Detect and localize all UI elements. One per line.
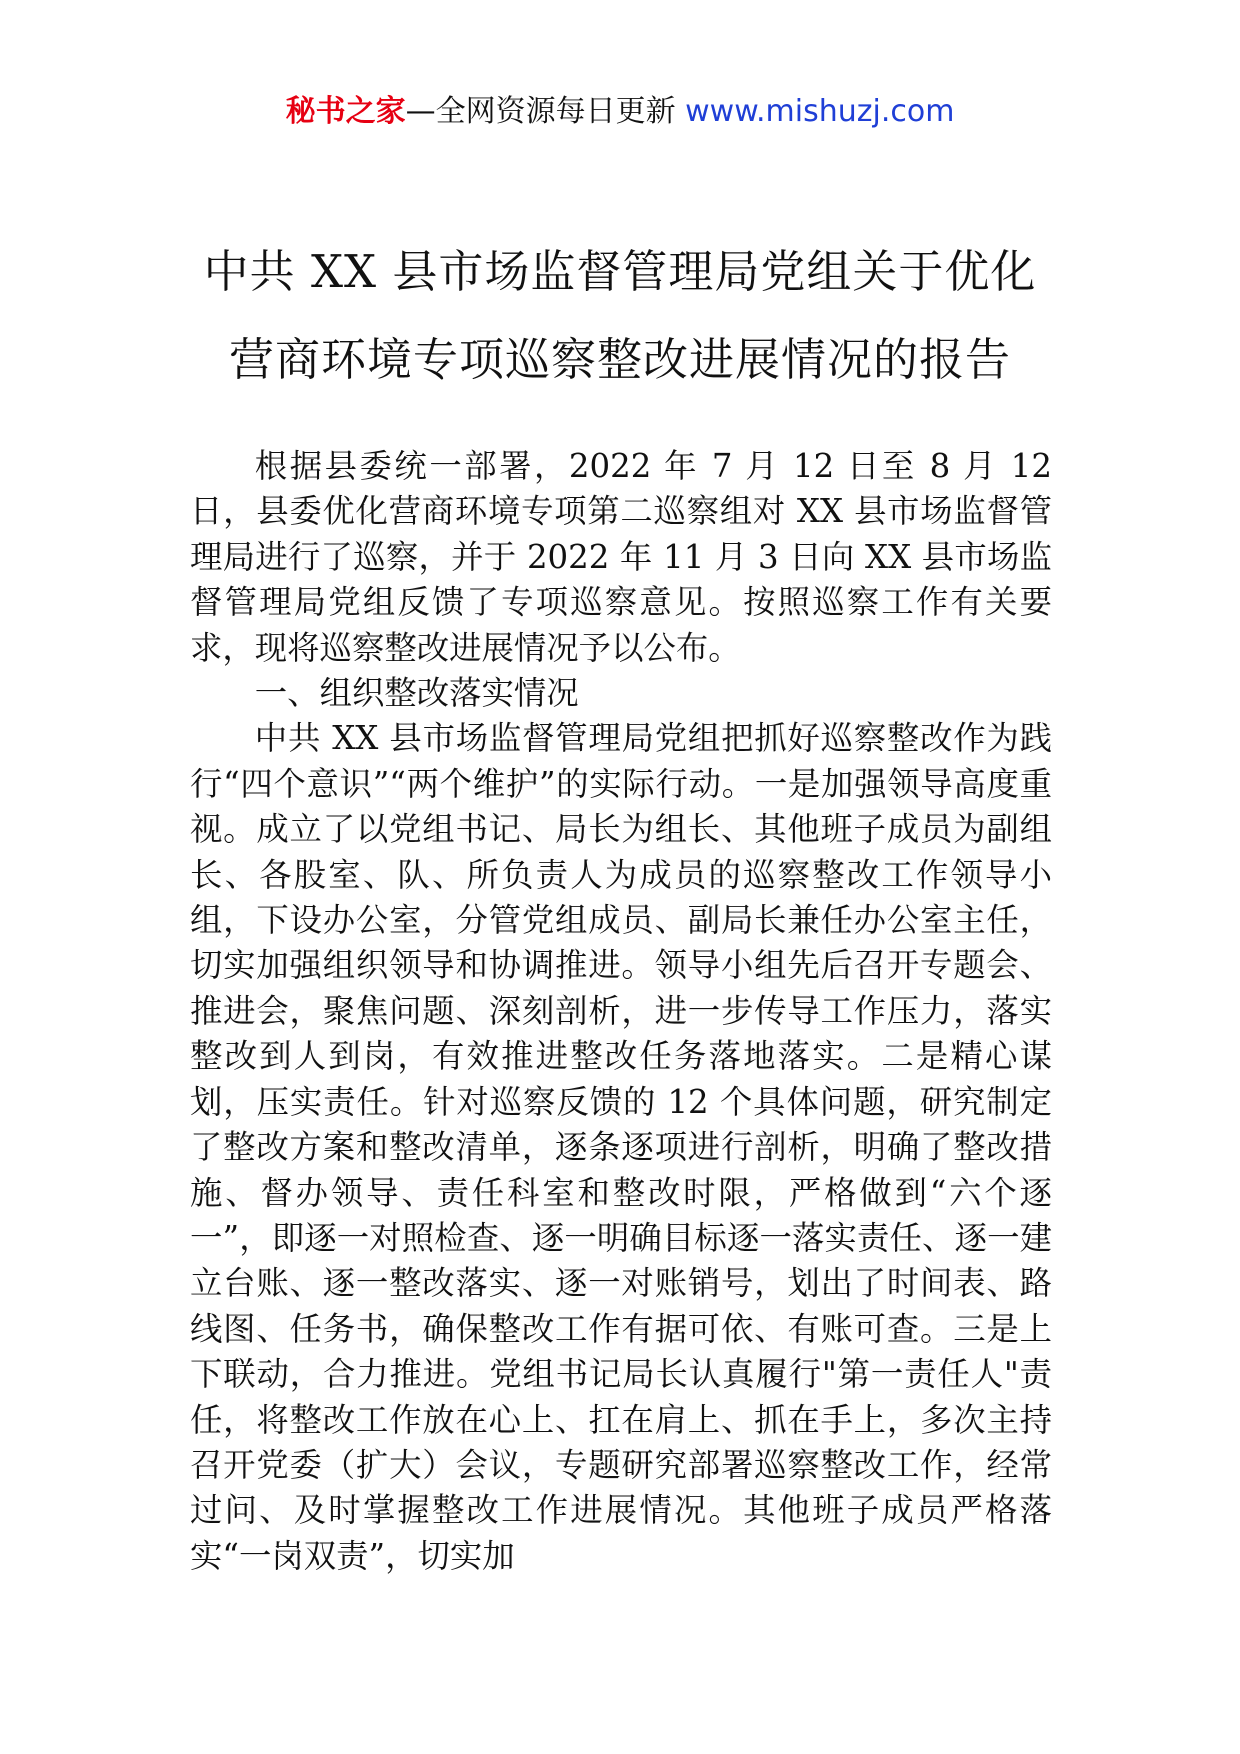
site-banner <box>0 92 1240 132</box>
brand-name: 秘书之家 <box>285 94 406 129</box>
title-line-2: 营商环境专项巡察整改进展情况的报告 <box>228 333 1011 386</box>
section-heading: 一、组织整改落实情况 <box>254 674 579 713</box>
document-title <box>150 228 1090 404</box>
intro-paragraph: 根据县委统一部署，2022 年 7 月 12 日至 8 月 12 日，县委优化营商环境专项第二巡察组对 XX 县市场监督管理局进行了巡察，并于 2022 年 11 月 3 日向 XX 县市场监督管理局党组反馈了专项巡察意见。按照巡察工作有关要求，现将巡察整改进展情况予以公布。 <box>190 447 1052 667</box>
site-url-link[interactable]: www.mishuzj.com <box>685 94 955 129</box>
document-body <box>190 444 1052 1579</box>
brand-tagline: —全网资源每日更新 <box>405 94 686 129</box>
body-paragraph: 中共 XX 县市场监督管理局党组把抓好巡察整改作为践行“四个意识”“两个维护”的实际行动。一是加强领导高度重视。成立了以党组书记、局长为组长、其他班子成员为副组长、各股室、队、所负责人为成员的巡察整改工作领导小组，下设办公室，分管党组成员、副局长兼任办公室主任，切实加强组织领导和协调推进。领导小组先后召开专题会、推进会，聚焦问题、深刻剖析，进一步传导工作压力，落实整改到人到岗，有效推进整改任务落地落实。二是精心谋划，压实责任。针对巡察反馈的 12 个具体问题，研究制定了整改方案和整改清单，逐条逐项进行剖析，明确了整改措施、督办领导、责任科室和整改时限，严格做到“六个逐一”，即逐一对照检查、逐一明确目标逐一落实责任、逐一建立台账、逐一整改落实、逐一对账销号，划出了时间表、路线图、任务书，确保整改工作有据可依、有账可查。三是上下联动，合力推进。党组书记局长认真履行"第一责任人"责任，将整改工作放在心上、扛在肩上、抓在手上，多次主持召开党委（扩大）会议，专题研究部署巡察整改工作，经常过问、及时掌握整改工作进展情况。其他班子成员严格落实“一岗双责”，切实加 <box>190 719 1052 1575</box>
title-line-1: 中共 XX 县市场监督管理局党组关于优化 <box>203 245 1037 298</box>
